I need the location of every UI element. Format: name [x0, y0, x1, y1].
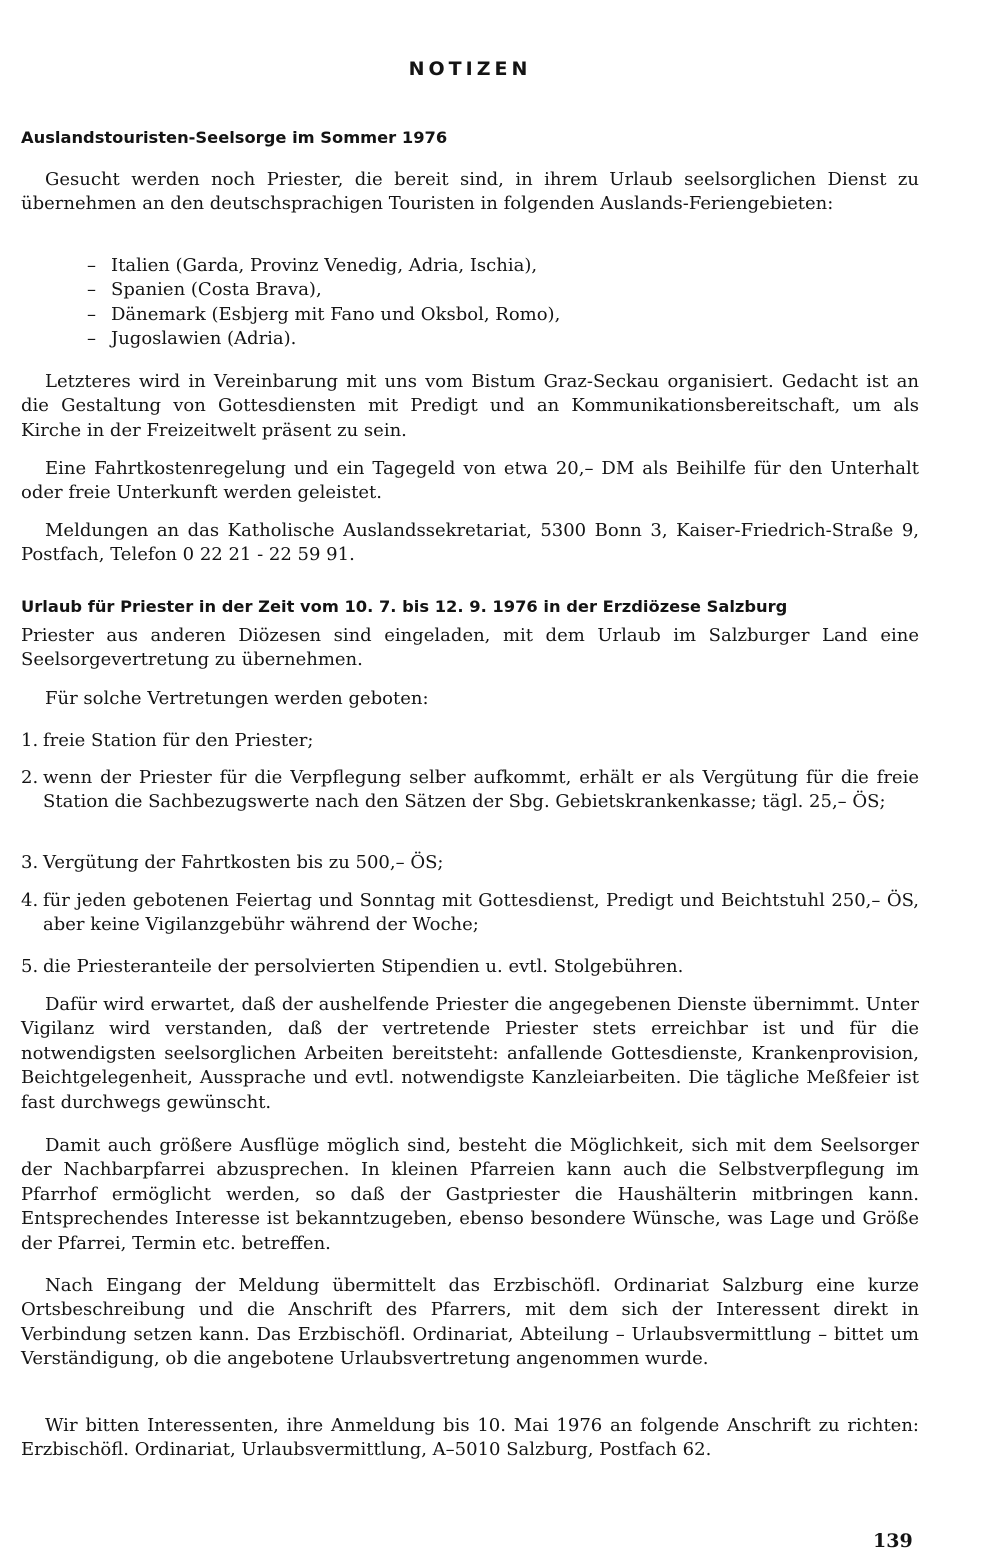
- offer-text: die Priesteranteile der persolvierten Stipendien u. evtl. Stolgebühren.: [43, 956, 684, 977]
- paragraph-invitation: Priester aus anderen Diözesen sind eingeladen, mit dem Urlaub im Salzburger Land eine Seelsorgevertretung zu übernehmen.: [21, 625, 919, 671]
- offer-text: Vergütung der Fahrtkosten bis zu 500,– ÖS;: [43, 852, 444, 873]
- offer-number: 2.: [21, 767, 39, 788]
- offer-item-1: [21, 729, 919, 753]
- offer-text: freie Station für den Priester;: [43, 730, 314, 751]
- paragraph-intro: Gesucht werden noch Priester, die bereit sind, in ihrem Urlaub seelsorglichen Dienst zu übernehmen an den deutschsprachigen Touristen in folgenden Auslands-Feriengebieten:: [21, 169, 919, 215]
- document-page: [21, 0, 919, 1567]
- offer-number: 1.: [21, 730, 39, 751]
- list-item: – Italien (Garda, Provinz Venedig, Adria, Ischia),: [21, 254, 919, 278]
- paragraph-expectations: Dafür wird erwartet, daß der aushelfende Priester die angegebenen Dienste übernimmt. Unter Vigilanz wird verstanden, daß der vertretende Priester stets erreichbar ist und für die notwendigsten seelsorglichen Arbeiten bereitsteht: anfallende Gottesdienste, Krankenprovision, Beichtgelegenheit, Aussprache und evtl. notwendigste Kanzleiarbeiten. Die tägliche Meßfeier ist fast durchwegs gewünscht.: [21, 994, 919, 1113]
- offer-text: wenn der Priester für die Verpflegung selber aufkommt, erhält er als Vergütung für die freie Station die Sachbezugswerte nach den Sätzen der Sbg. Gebietskrankenkasse; tägl. 25,– ÖS;: [43, 767, 919, 813]
- list-item: – Jugoslawien (Adria).: [21, 327, 919, 351]
- offer-item-2: [21, 766, 919, 815]
- paragraph-contact: Meldungen an das Katholische Auslandssekretariat, 5300 Bonn 3, Kaiser-Friedrich-Straße 9, Postfach, Telefon 0 22 21 - 22 59 91.: [21, 520, 919, 566]
- paragraph-procedure: Nach Eingang der Meldung übermittelt das Erzbischöfl. Ordinariat Salzburg eine kurze Ortsbeschreibung und die Anschrift des Pfarrers, mit dem sich der Interessent direkt in Verbindung setzen kann. Das Erzbischöfl. Ordinariat, Abteilung – Urlaubsvermittlung – bittet um Verständigung, ob die angebotene Urlaubsvertretung angenommen wurde.: [21, 1275, 919, 1370]
- page-number: 139: [873, 1530, 913, 1552]
- section-heading-tourist-pastoral: Auslandstouristen-Seelsorge im Sommer 1976: [21, 128, 448, 147]
- offer-item-3: [21, 851, 919, 875]
- offer-item-5: [21, 955, 919, 979]
- section-heading-salzburg: Urlaub für Priester in der Zeit vom 10. 7. bis 12. 9. 1976 in der Erzdiözese Salzburg: [21, 597, 788, 616]
- offer-number: 4.: [21, 890, 39, 911]
- region-list: [21, 254, 919, 352]
- paragraph-registration: Wir bitten Interessenten, ihre Anmeldung bis 10. Mai 1976 an folgende Anschrift zu richten: Erzbischöfl. Ordinariat, Urlaubsvermittlung, A–5010 Salzburg, Postfach 62.: [21, 1415, 919, 1461]
- paragraph-excursions: Damit auch größere Ausflüge möglich sind, besteht die Möglichkeit, sich mit dem Seelsorger der Nachbarpfarrei abzusprechen. In kleinen Pfarreien kann auch die Selbstverpflegung im Pfarrhof ermöglicht werden, so daß der Gastpriester die Haushälterin mitbringen kann. Entsprechendes Interesse ist bekanntzugeben, ebenso besondere Wünsche, was Lage und Größe der Pfarrei, Termin etc. betreffen.: [21, 1135, 919, 1254]
- paragraph-organisation: Letzteres wird in Vereinbarung mit uns vom Bistum Graz-Seckau organisiert. Gedacht ist an die Gestaltung von Gottesdiensten mit Predigt und an Kommunikationsbereitschaft, um als Kirche in der Freizeitwelt präsent zu sein.: [21, 371, 919, 441]
- list-item: – Spanien (Costa Brava),: [21, 278, 919, 302]
- offer-number: 3.: [21, 852, 39, 873]
- list-item: – Dänemark (Esbjerg mit Fano und Oksbol, Romo),: [21, 303, 919, 327]
- paragraph-offer-lead: Für solche Vertretungen werden geboten:: [45, 688, 429, 709]
- offer-item-4: [21, 889, 919, 938]
- offer-number: 5.: [21, 956, 39, 977]
- paragraph-travel-costs: Eine Fahrtkostenregelung und ein Tagegeld von etwa 20,– DM als Beihilfe für den Unterhalt oder freie Unterkunft werden geleistet.: [21, 458, 919, 504]
- offer-text: für jeden gebotenen Feiertag und Sonntag mit Gottesdienst, Predigt und Beichtstuhl 250,– ÖS, aber keine Vigilanzgebühr während der Woche;: [43, 890, 919, 936]
- page-title: NOTIZEN: [408, 58, 532, 80]
